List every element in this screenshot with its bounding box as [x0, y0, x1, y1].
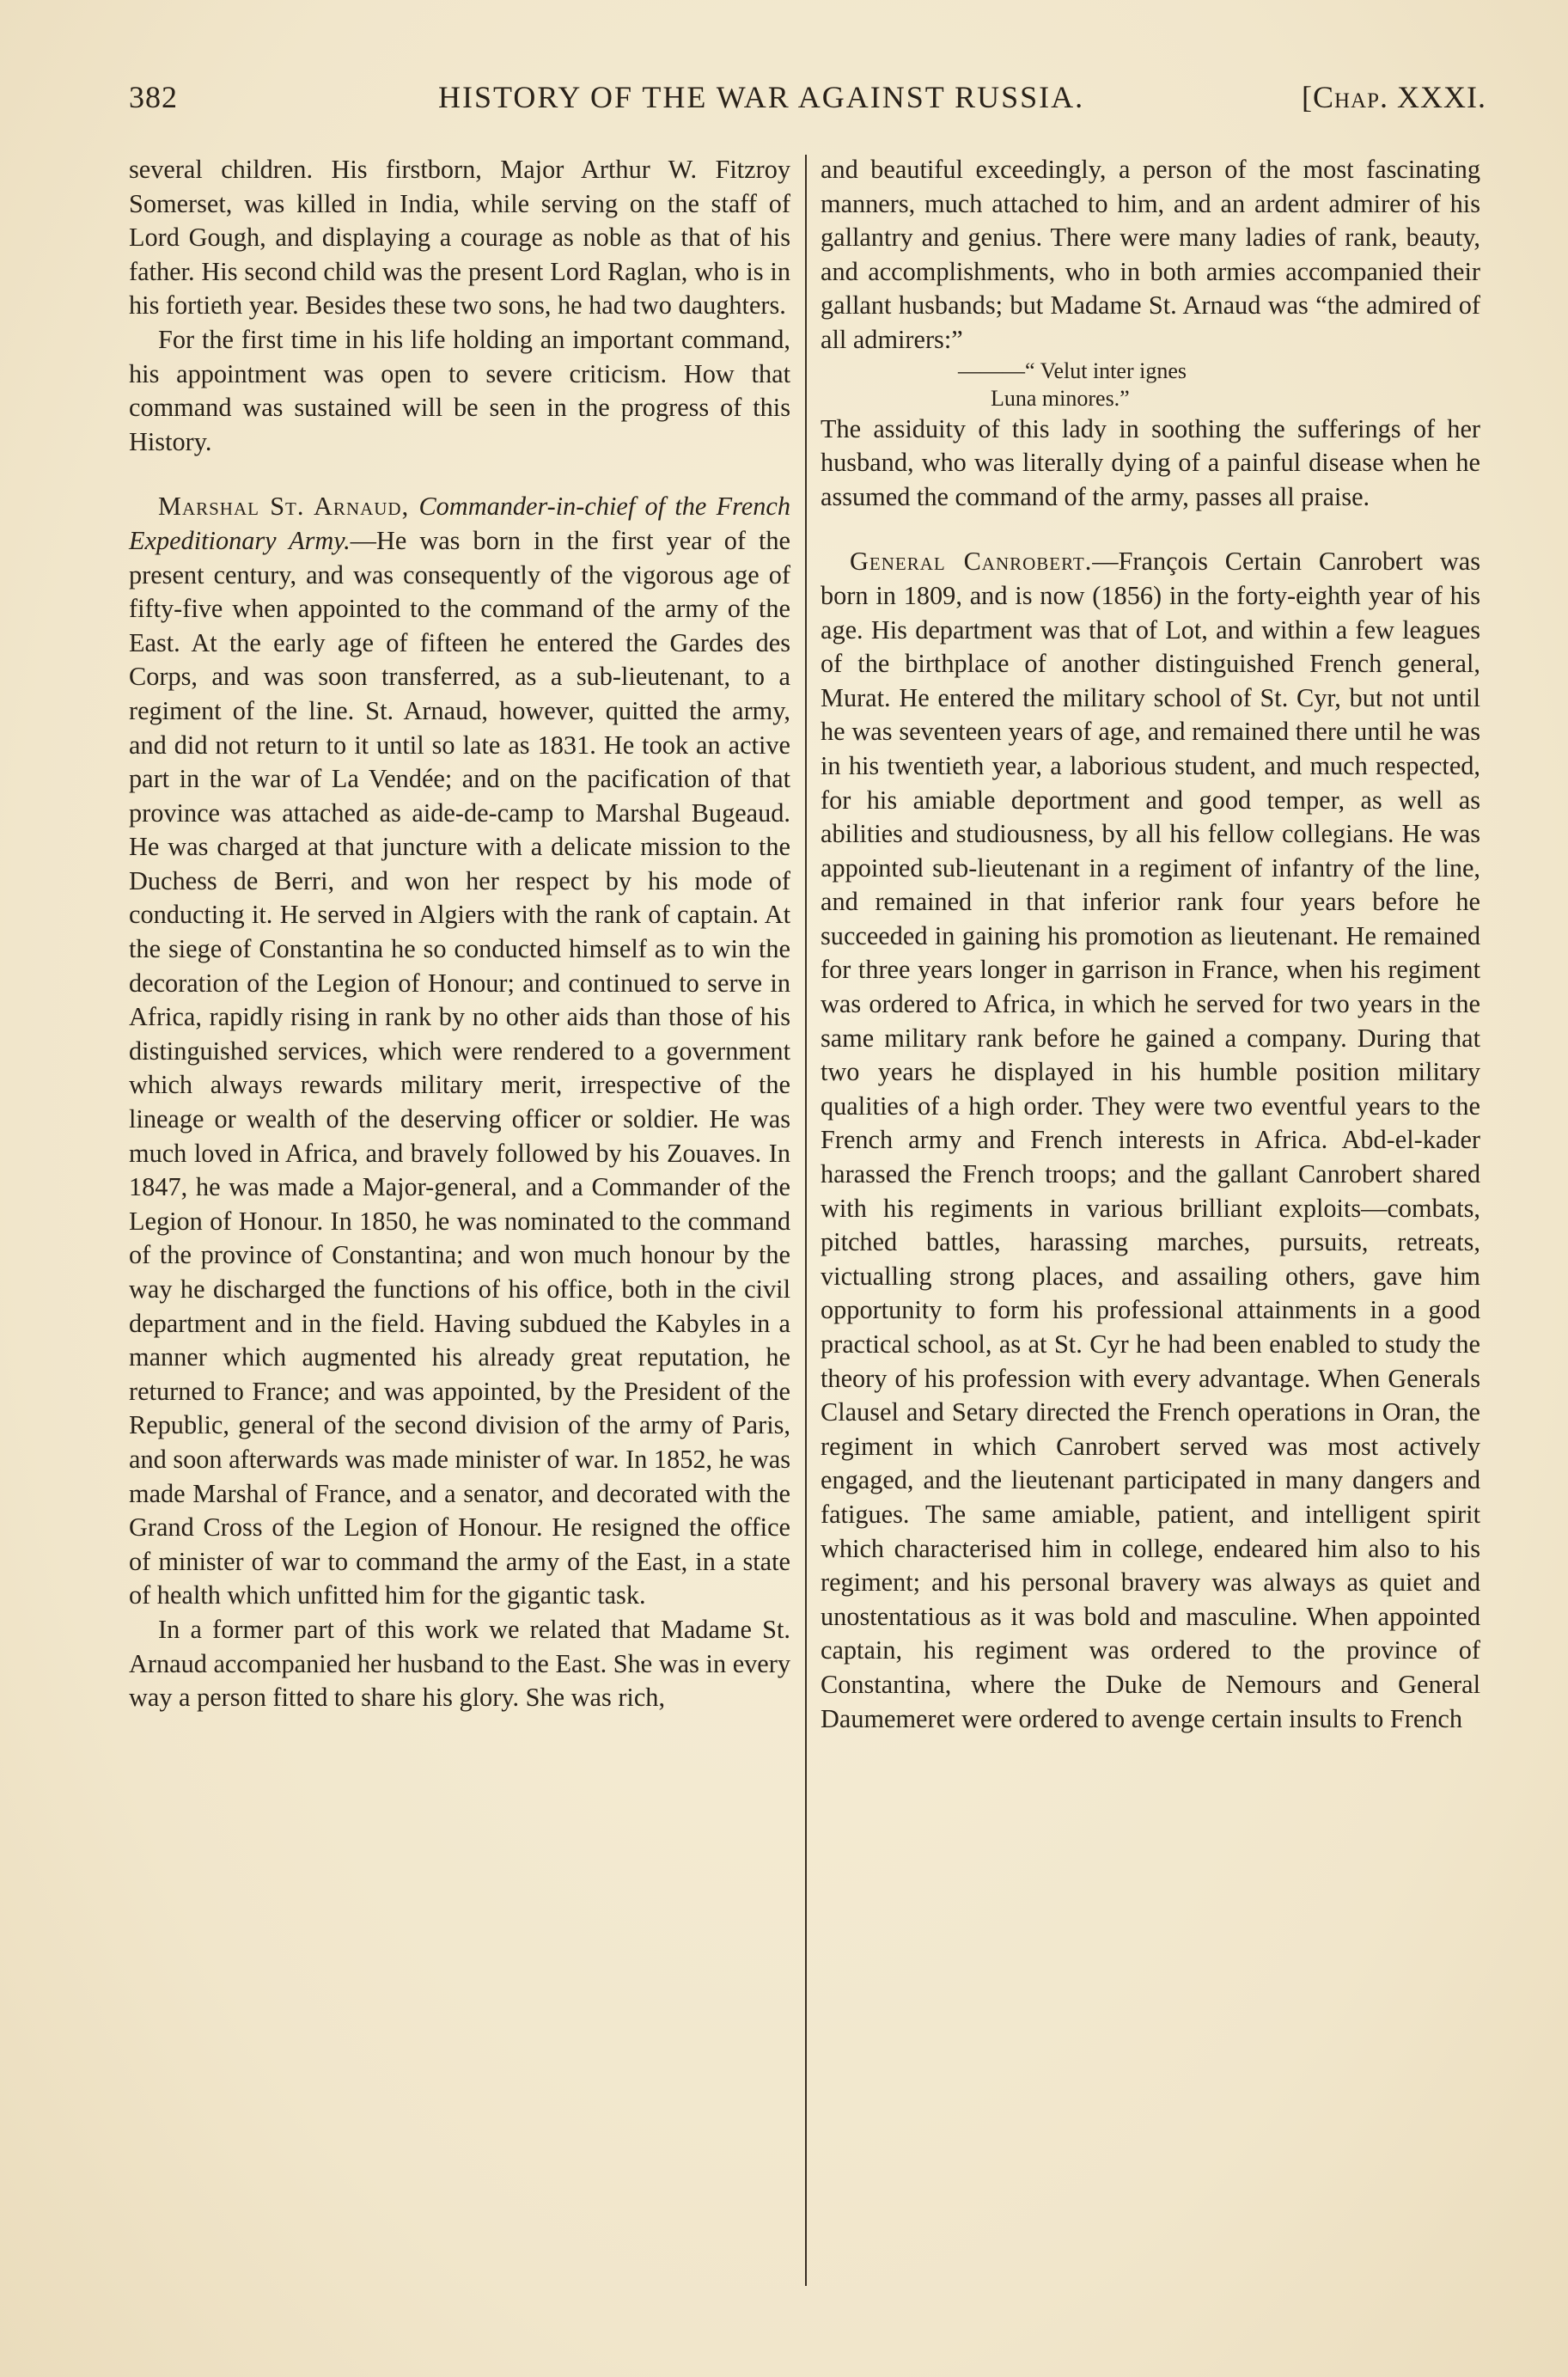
section-heading-italic: Commander-in-chief of the French Expeditionary Army. [129, 492, 790, 555]
chapter-label: Chap. [1312, 80, 1389, 114]
left-column [129, 153, 790, 1715]
paragraph: For the first time in his life holding an important command, his appointment was open to severe criticism. How that command was sustained will be seen in the progress of this History. [129, 324, 790, 456]
chapter-number: XXXI. [1397, 80, 1486, 114]
paragraph: The assiduity of this lady in soothing the sufferings of her husband, who was literally dying of a painful disease when he assumed the command of the army, passes all praise. [821, 413, 1480, 511]
section-heading: General Canrobert. [850, 547, 1093, 577]
right-column [821, 153, 1480, 1736]
chapter-reference [1302, 79, 1486, 115]
paragraph: several children. His firstborn, Major Arthur W. Fitzroy Somerset, was killed in India, while serving on the staff of Lord Gough, and displaying a courage as noble as that of his father. His second child was the present Lord Raglan, who is in his fortieth year. Besides these two sons, he had two daughters. [129, 155, 790, 321]
section-body: —He was born in the first year of the present century, and was consequently of the vigorous age of fifty-five when appointed to the command of the army of the East. At the early age of fifteen he entered the Gardes des Corps, and was soon transferred, as a sub-lieutenant, to a regiment of the line. St. Arnaud, however, quitted the army, and did not return to it until so late as 1831. He took an active part in the war of La Vendée; and on the pacification of that province was attached as aide-de-camp to Marshal Bugeaud. He was charged at that juncture with a delicate mission to the Duchess de Berri, and won her respect by his mode of conducting it. He served in Algiers with the rank of captain. At the siege of Constantina he so conducted himself as to win the decoration of the Legion of Honour; and continued to serve in Africa, rapidly rising in rank by no other aids than those of his distinguished services, which were rendered to a government which always rewards military merit, irrespective of the lineage or wealth of the deserving officer or soldier. He was much loved in Africa, and bravely followed by his Zouaves. In 1847, he was made a Major-general, and a Commander of the Legion of Honour. In 1850, he was nominated to the command of the province of Constantina; and won much honour by the way he discharged the functions of his office, both in the civil department and in the field. Having subdued the Kabyles in a manner which augmented his already great reputation, he returned to France; and was appointed, by the President of the Republic, general of the second division of the army of Paris, and soon afterwards was made minister of war. In 1852, he was made Marshal of France, and a senator, and decorated with the Grand Cross of the Legion of Honour. He resigned the office of minister of war to command the army of the East, in a state of health which unfitted him for the gigantic task. [129, 525, 790, 1610]
column-divider [805, 155, 807, 2286]
running-header [129, 79, 1486, 131]
quote-line: ———“ Velut inter ignes [958, 357, 1187, 383]
paragraph: In a former part of this work we related that Madame St. Arnaud accompanied her husband to the East. She was in every way a person fitted to share his glory. She was rich, [129, 1614, 790, 1713]
latin-quotation [821, 357, 1480, 412]
paragraph: and beautiful exceedingly, a person of the most fascinating manners, much attached to him, and an ardent admirer of his gallantry and genius. There were many ladies of rank, beauty, and accomplishments, who in both armies accompanied their gallant husbands; but Madame St. Arnaud was “the admired of all admirers:” [821, 155, 1480, 354]
page-number: 382 [129, 80, 178, 114]
section-heading: Marshal St. Arnaud, [158, 492, 410, 522]
quote-line: Luna minores.” [991, 385, 1130, 411]
section-body: —François Certain Canrobert was born in 1809, and is now (1856) in the forty-eighth year of his age. His department was that of Lot, and within a few leagues of the birthplace of another distinguished French general, Murat. He entered the military school of St. Cyr, but not until he was seventeen years of age, and remained there until he was in his twentieth year, a laborious student, and much respected, for his amiable deportment and good temper, as well as abilities and studiousness, by all his fellow collegians. He was appointed sub-lieutenant in a regiment of infantry of the line, and remained in that inferior rank four years before he succeeded in gaining his promotion as lieutenant. He remained for three years longer in garrison in France, when his regiment was ordered to Africa, in which he served for two years in the same military rank before he gained a company. During that two years he displayed in his humble position military qualities of a high order. They were two eventful years to the French army and French interests in Africa. Abd-el-kader harassed the French troops; and the gallant Canrobert shared with his regiments in various brilliant exploits—combats, pitched battles, harassing marches, pursuits, retreats, victualling strong places, and assailing others, gave him opportunity to form his professional attainments in a good practical school, as at St. Cyr he had been enabled to study the theory of his profession with every advantage. When Generals Clausel and Setary directed the French operations in Oran, the regiment in which Canrobert served was most actively engaged, and the lieutenant participated in many dangers and fatigues. The same amiable, patient, and intelligent spirit which characterised him in college, endeared him also to his regiment; and his personal bravery was always as quiet and unostentatious as it was bold and masculine. When appointed captain, his regiment was ordered to the province of Constantina, where the Duke de Nemours and General Daumemeret were ordered to avenge certain insults to French [821, 547, 1480, 1733]
section-canrobert [821, 545, 1480, 1736]
running-title: HISTORY OF THE WAR AGAINST RUSSIA. [438, 80, 1085, 114]
section-st-arnaud [129, 490, 790, 1613]
chapter-bracket: [ [1301, 80, 1313, 114]
